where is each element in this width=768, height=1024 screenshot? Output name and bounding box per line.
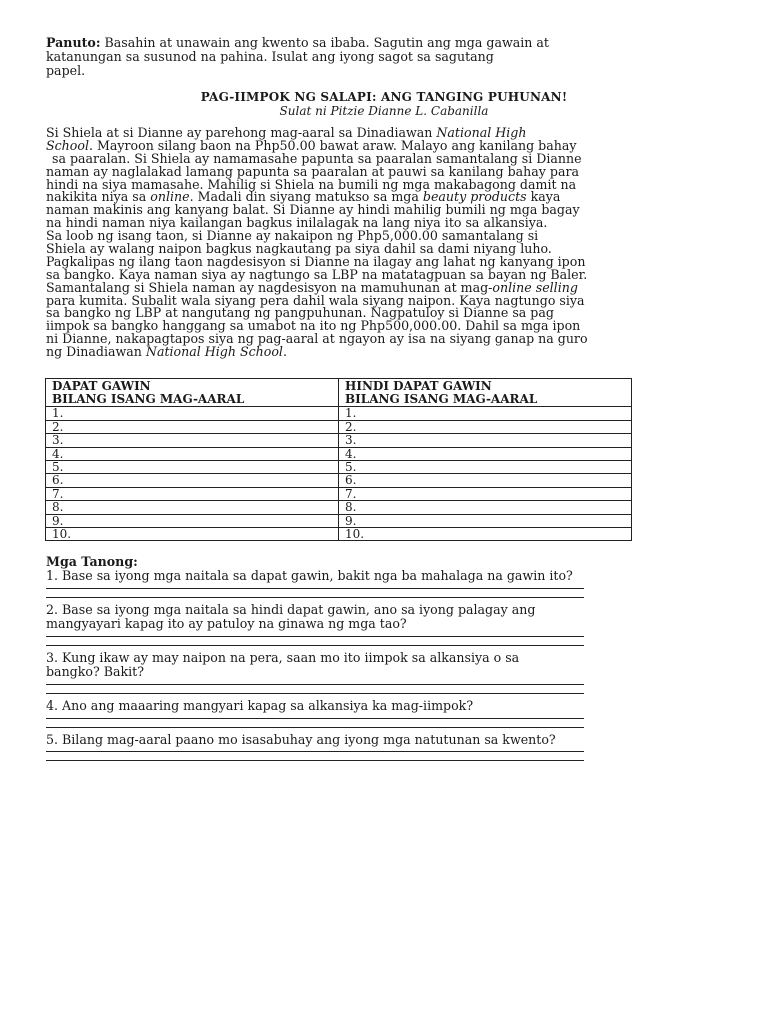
answer-line[interactable] xyxy=(46,636,584,637)
table-cell[interactable]: 5. xyxy=(46,461,339,474)
story-line: sa bangko. Kaya naman siya ay nagtungo sa LBP na matatagpuan sa bayan ng Baler. xyxy=(46,266,588,282)
table-cell[interactable]: 9. xyxy=(339,514,632,527)
table-row xyxy=(46,407,632,420)
activity-table xyxy=(45,378,632,541)
table-cell[interactable]: 9. xyxy=(46,514,339,527)
table-cell[interactable]: 1. xyxy=(46,407,339,420)
table-cell[interactable]: 2. xyxy=(339,420,632,433)
table-cell[interactable]: 6. xyxy=(46,474,339,487)
table-cell[interactable]: 7. xyxy=(339,487,632,500)
instructions-line-2: katanungan sa susunod na pahina. Isulat ang iyong sagot sa sagutang xyxy=(46,49,494,64)
story-line: Si Shiela at si Dianne ay parehong mag-aaral sa Dinadiawan xyxy=(46,125,437,140)
story-line: ng Dinadiawan xyxy=(46,344,146,360)
story-line: Shiela ay walang naipon bagkus nagkautang pa siya dahil sa dami niyang luho. xyxy=(46,241,552,257)
story-line: ni Dianne, nakapagtapos siya ng pag-aaral at ngayon ay isa na siyang ganap na guro xyxy=(46,331,588,347)
story-line: para kumita. Subalit wala siyang pera dahil wala siyang naipon. Kaya nagtungo siya xyxy=(46,292,585,308)
table-row xyxy=(46,434,632,447)
table-header-left: DAPAT GAWIN BILANG ISANG MAG-AARAL xyxy=(46,379,339,407)
question-5: 5. Bilang mag-aaral paano mo isasabuhay ang iyong mga natutunan sa kwento? xyxy=(46,732,556,747)
question-3: 3. Kung ikaw ay may naipon na pera, saan mo ito iimpok sa alkansiya o sa xyxy=(46,650,520,665)
instructions-line-1: Basahin at unawain ang kwento sa ibaba. Sagutin ang mga gawain at xyxy=(104,35,549,50)
story-italic: National High xyxy=(436,125,527,140)
story-line: nakikita niya sa xyxy=(46,189,151,205)
questions-heading: Mga Tanong: xyxy=(46,554,138,569)
story-line: naman makinis ang kanyang balat. Si Dianne ay hindi mahilig bumili ng mga bagay xyxy=(46,202,580,218)
story-line: kaya xyxy=(526,189,561,205)
story-italic: National High School xyxy=(145,344,283,360)
table-row xyxy=(46,447,632,460)
table-row xyxy=(46,528,632,541)
table-row xyxy=(46,501,632,514)
story-line: . Madali din siyang matukso sa mga xyxy=(189,189,423,205)
answer-line[interactable] xyxy=(46,684,584,685)
table-row xyxy=(46,474,632,487)
questions-section xyxy=(46,555,606,761)
story-line: naman ay naglalakad lamang papunta sa paaralan at pauwi sa kanilang bahay para xyxy=(46,163,580,179)
story-line: na hindi naman niya kailangan bagkus inilalagak na lang niya ito sa alkansiya. xyxy=(46,215,548,231)
table-cell[interactable]: 3. xyxy=(46,434,339,447)
table-cell[interactable]: 7. xyxy=(46,487,339,500)
answer-line[interactable] xyxy=(46,760,584,761)
story-line: sa bangko ng LBP at nangutang ng pangpuhunan. Nagpatuloy si Dianne sa pag xyxy=(46,305,554,321)
question-3-cont: bangko? Bakit? xyxy=(46,664,144,679)
instructions xyxy=(46,36,606,78)
instructions-line-3: papel. xyxy=(46,63,86,78)
table-row xyxy=(46,487,632,500)
table-cell[interactable]: 3. xyxy=(339,434,632,447)
answer-line[interactable] xyxy=(46,693,584,694)
table-cell[interactable]: 4. xyxy=(339,447,632,460)
story-line: Pagkalipas ng ilang taon nagdesisyon si Dianne na ilagay ang lahat ng kanyang ipon xyxy=(46,253,586,269)
story-italic: online xyxy=(150,189,190,205)
story-line: sa paaralan. Si Shiela ay namamasahe papunta sa paaralan samantalang si Dianne xyxy=(52,150,582,166)
answer-line[interactable] xyxy=(46,718,584,719)
story-title: PAG-IIMPOK NG SALAPI: ANG TANGING PUHUNAN! xyxy=(200,90,568,104)
answer-line[interactable] xyxy=(46,751,584,752)
table-cell[interactable]: 8. xyxy=(339,501,632,514)
table-cell[interactable]: 4. xyxy=(46,447,339,460)
story-line: . xyxy=(282,344,287,360)
story-italic: online selling xyxy=(492,279,578,295)
table-cell[interactable]: 5. xyxy=(339,461,632,474)
question-1: 1. Base sa iyong mga naitala sa dapat gawin, bakit nga ba mahalaga na gawin ito? xyxy=(46,568,573,583)
table-header-row xyxy=(46,379,632,407)
table-cell[interactable]: 6. xyxy=(339,474,632,487)
question-2: 2. Base sa iyong mga naitala sa hindi dapat gawin, ano sa iyong palagay ang xyxy=(46,602,536,617)
answer-line[interactable] xyxy=(46,588,584,589)
table-row xyxy=(46,461,632,474)
story-italic: beauty products xyxy=(422,189,527,205)
question-4: 4. Ano ang maaaring mangyari kapag sa alkansiya ka mag-iimpok? xyxy=(46,698,474,713)
table-cell[interactable]: 2. xyxy=(46,420,339,433)
table-row xyxy=(46,420,632,433)
table-cell[interactable]: 10. xyxy=(46,528,339,541)
answer-line[interactable] xyxy=(46,597,584,598)
table-header-right: HINDI DAPAT GAWIN BILANG ISANG MAG-AARAL xyxy=(339,379,632,407)
story-body xyxy=(46,127,628,359)
story-author: Sulat ni Pitzie Dianne L. Cabanilla xyxy=(279,104,489,118)
story-line: Sa loob ng isang taon, si Dianne ay nakaipon ng Php5,000.00 samantalang si xyxy=(46,228,539,244)
answer-line[interactable] xyxy=(46,645,584,646)
table-cell[interactable]: 8. xyxy=(46,501,339,514)
table-cell[interactable]: 10. xyxy=(339,528,632,541)
answer-line[interactable] xyxy=(46,727,584,728)
story-line: Samantalang si Shiela naman ay nagdesisyon na mamuhunan at mag- xyxy=(46,279,493,295)
table-cell[interactable]: 1. xyxy=(339,407,632,420)
story-line: iimpok sa bangko hanggang sa umabot na ito ng Php500,000.00. Dahil sa mga ipon xyxy=(46,318,581,334)
story-italic: School xyxy=(46,137,89,153)
question-2-cont: mangyayari kapag ito ay patuloy na ginawa ng mga tao? xyxy=(46,616,407,631)
story-line: . Mayroon silang baon na Php50.00 bawat araw. Malayo ang kanilang bahay xyxy=(88,137,577,153)
story-line: hindi na siya mamasahe. Mahilig si Shiela na bumili ng mga makabagong damit na xyxy=(46,176,577,192)
table-row xyxy=(46,514,632,527)
instructions-label: Panuto: xyxy=(46,35,101,50)
